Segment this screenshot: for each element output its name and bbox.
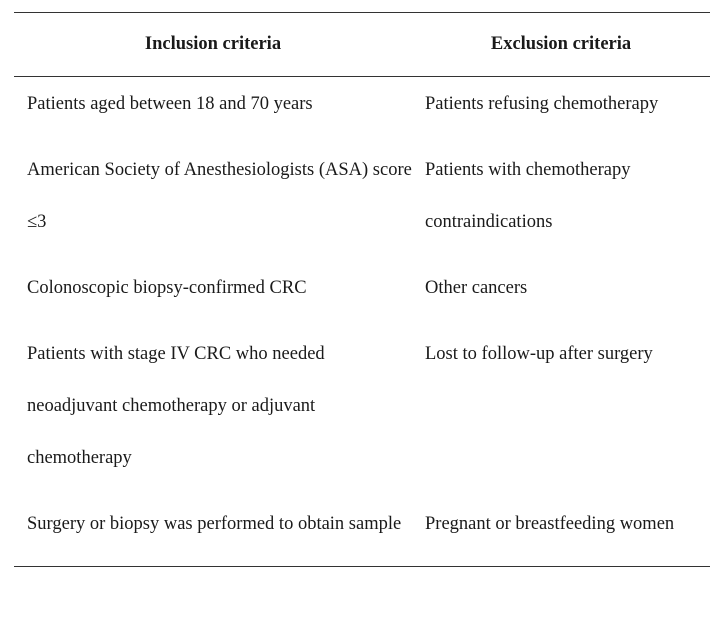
- inclusion-cell: Patients aged between 18 and 70 years: [27, 94, 313, 114]
- exclusion-cell: Patients refusing chemotherapy: [425, 94, 659, 114]
- exclusion-cell: Patients with chemotherapy contraindications: [425, 160, 631, 232]
- inclusion-cell: American Society of Anesthesiologists (ASA) score ≤3: [27, 160, 412, 232]
- inclusion-cell: Colonoscopic biopsy-confirmed CRC: [27, 278, 307, 298]
- exclusion-criteria-header: Exclusion criteria: [490, 34, 632, 54]
- table-row: [14, 248, 710, 314]
- table-body: [14, 77, 710, 567]
- table-row: [14, 130, 710, 248]
- table-bottom-rule: [14, 566, 710, 567]
- table-row: [14, 77, 710, 131]
- exclusion-cell: Other cancers: [425, 278, 528, 298]
- header-row: [14, 13, 710, 77]
- inclusion-cell: Surgery or biopsy was performed to obtain sample: [27, 514, 402, 534]
- inclusion-criteria-header: Inclusion criteria: [144, 34, 282, 54]
- table-header: [14, 13, 710, 77]
- criteria-table-container: [14, 12, 710, 567]
- table-row: [14, 314, 710, 484]
- table-row: [14, 484, 710, 566]
- criteria-table: [14, 12, 710, 566]
- exclusion-cell: Pregnant or breastfeeding women: [425, 514, 675, 534]
- inclusion-cell: Patients with stage IV CRC who needed neoadjuvant chemotherapy or adjuvant chemotherapy: [27, 344, 325, 468]
- exclusion-cell: Lost to follow-up after surgery: [425, 344, 653, 364]
